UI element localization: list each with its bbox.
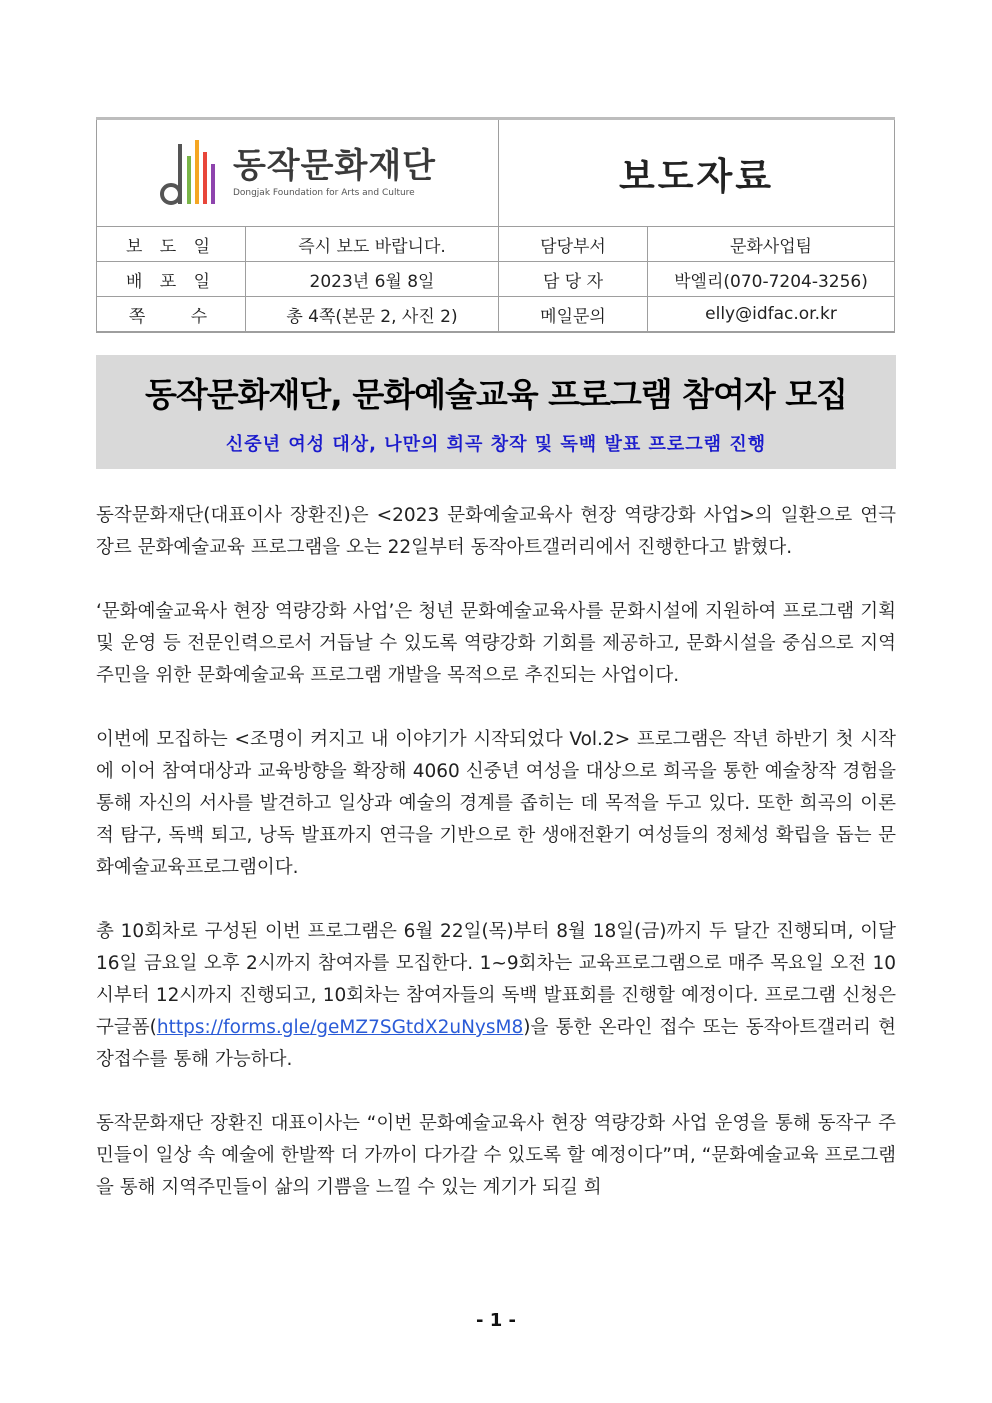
page-number: - 1 -: [476, 1310, 516, 1331]
info-label: 담당부서: [499, 227, 648, 262]
press-title-cell: [499, 119, 895, 227]
info-row: [97, 227, 895, 262]
paragraph-text: 총 10회차로 구성된 이번 프로그램은 6월 22일(목)부터 8월 18일(금)까지 두 달간 진행되며, 이달 16일 금요일 오후 2시까지 참여자를 모집한다. 1~9회차는 교육프로그램으로 매주 목요일 오전 10시부터 12시까지 진행되고, 10회차는 참여자들의 독백 발표회를 진행할 예정이다. 프로그램 신청은 구글폼(: [96, 921, 897, 1038]
info-value: 2023년 6월 8일: [246, 262, 499, 297]
paragraph: [96, 916, 896, 1076]
logo-subtitle: Dongjak Foundation for Arts and Culture: [232, 187, 415, 198]
press-info-table: [96, 117, 895, 333]
info-label: 배 포 일: [97, 262, 246, 297]
foundation-logo-icon: [159, 136, 221, 210]
application-form-link[interactable]: https://forms.gle/geMZ7SGtdX2uNysM8: [156, 1017, 524, 1038]
logo-name: 동작문화재단: [232, 146, 437, 187]
info-value: 박엘리(070-7204-3256): [648, 262, 895, 297]
info-label: 메일문의: [499, 297, 648, 333]
info-row: [97, 297, 895, 333]
article-body: [96, 500, 896, 1236]
logo-cell: [97, 119, 499, 227]
paragraph: 동작문화재단 장환진 대표이사는 “이번 문화예술교육사 현장 역량강화 사업 운영을 통해 동작구 주민들이 일상 속 예술에 한발짝 더 가까이 다가갈 수 있도록 할 예정이다”며, “문화예술교육 프로그램을 통해 지역주민들이 삶의 기쁨을 느낄 수 있는 계기가 되길 희: [96, 1113, 896, 1198]
info-label: 보 도 일: [97, 227, 246, 262]
paragraph: ‘문화예술교육사 현장 역량강화 사업’은 청년 문화예술교육사를 문화시설에 지원하여 프로그램 기획 및 운영 등 전문인력으로서 거듭날 수 있도록 역량강화 기회를 제공하고, 문화시설을 중심으로 지역주민을 위한 문화예술교육 프로그램 개발을 목적으로 추진되는 사업이다.: [96, 601, 896, 686]
info-value: 총 4쪽(본문 2, 사진 2): [246, 297, 499, 333]
info-label: 쪽 수: [97, 297, 246, 333]
press-release-title: 보도자료: [619, 155, 774, 198]
email-value[interactable]: elly@idfac.or.kr: [648, 297, 895, 333]
headline-box: [96, 355, 896, 469]
info-row: [97, 262, 895, 297]
paragraph: 이번에 모집하는 <조명이 켜지고 내 이야기가 시작되었다 Vol.2> 프로그램은 작년 하반기 첫 시작에 이어 참여대상과 교육방향을 확장해 4060 신중년 여성을 대상으로 희곡을 통한 예술창작 경험을 통해 자신의 서사를 발견하고 일상과 예술의 경계를 좁히는 데 목적을 두고 있다. 또한 희곡의 이론적 탐구, 독백 퇴고, 낭독 발표까지 연극을 기반으로 한 생애전환기 여성들의 정체성 확립을 돕는 문화예술교육프로그램이다.: [96, 729, 896, 878]
paragraph-text: )을 통한 온라인 접수 또는 동작아트갤러리 현장접수를 통해 가능하다.: [96, 1017, 896, 1070]
info-label: 담 당 자: [499, 262, 648, 297]
paragraph: 동작문화재단(대표이사 장환진)은 <2023 문화예술교육사 현장 역량강화 사업>의 일환으로 연극 장르 문화예술교육 프로그램을 오는 22일부터 동작아트갤러리에서 진행한다고 밝혔다.: [96, 505, 896, 558]
headline: 동작문화재단, 문화예술교육 프로그램 참여자 모집: [145, 375, 847, 414]
subheadline: 신중년 여성 대상, 나만의 희곡 창작 및 독백 발표 프로그램 진행: [225, 434, 767, 455]
info-value: 즉시 보도 바랍니다.: [246, 227, 499, 262]
info-value: 문화사업팀: [648, 227, 895, 262]
